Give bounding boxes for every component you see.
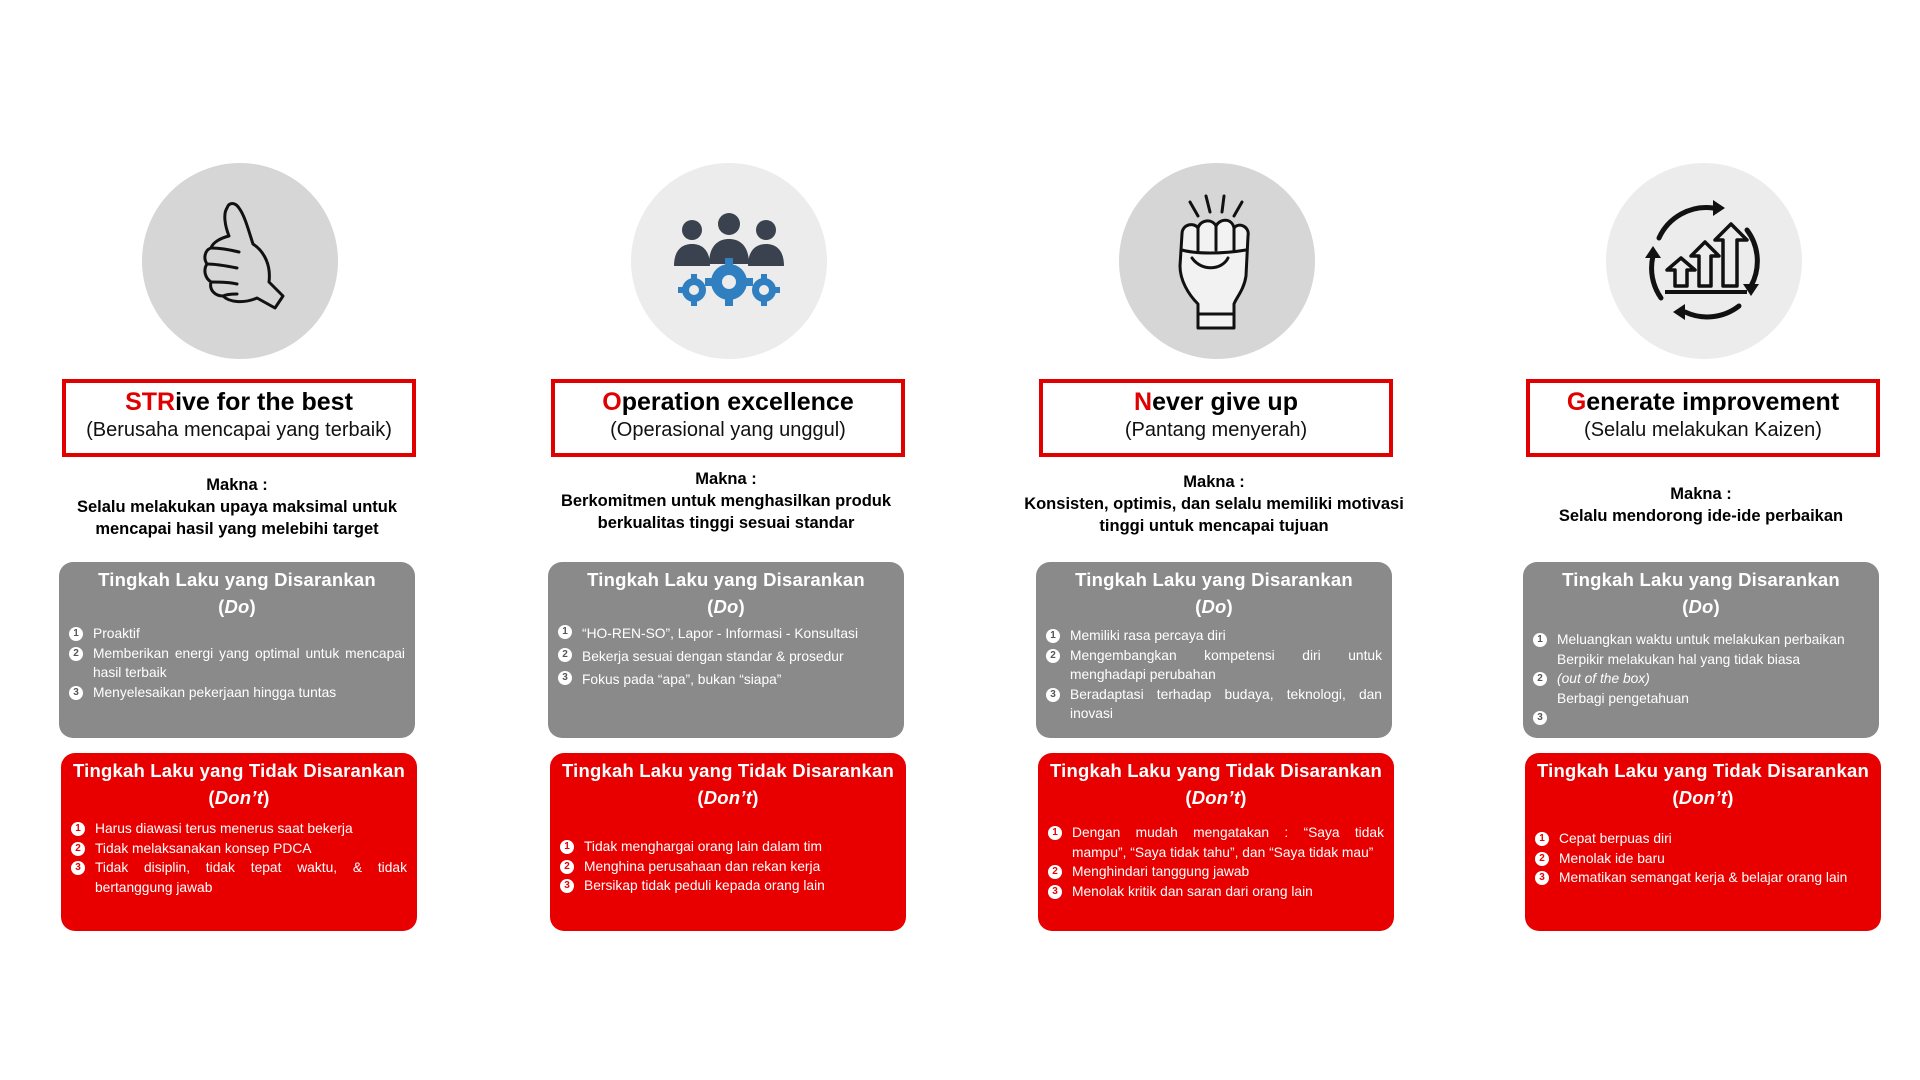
do-list (1046, 626, 1382, 724)
dont-card-title: Tingkah Laku yang Tidak Disarankan (561, 760, 895, 781)
value-title-rest: peration excellence (621, 388, 854, 416)
value-title-initial: N (1134, 388, 1153, 416)
do-card (548, 562, 904, 738)
makna-label: Makna : (695, 470, 757, 488)
do-card-title: Tingkah Laku yang Disarankan (1075, 569, 1353, 590)
dont-card (1038, 753, 1394, 931)
do-card (1523, 562, 1879, 738)
makna-text-line1: Konsisten, optimis, dan selalu memiliki motivasi (1024, 495, 1404, 513)
improvement-cycle-icon-circle (1606, 163, 1802, 359)
list-item: 2 (out of the box) Berbagi pengetahuan (1533, 669, 1869, 708)
value-subtitle: (Pantang menyerah) (1124, 419, 1308, 441)
thumbs-up-icon-circle (142, 163, 338, 359)
dont-card (1525, 753, 1881, 931)
list-item: 1 Dengan mudah mengatakan : “Saya tidak mampu”, “Saya tidak tahu”, dan “Saya tidak mau” (1048, 823, 1384, 862)
value-title-box (1526, 379, 1880, 457)
dont-list (560, 837, 896, 896)
raised-fist-icon-circle (1119, 163, 1315, 359)
list-item: 1 Harus diawasi terus menerus saat bekerja (71, 819, 407, 839)
improvement-cycle-icon (1629, 186, 1779, 336)
value-title (1043, 387, 1389, 417)
makna-text-line2: tinggi untuk mencapai tujuan (1099, 517, 1329, 535)
do-card-subtitle: (Do) (1195, 596, 1233, 617)
makna-block (521, 468, 931, 534)
list-item: 3 Bersikap tidak peduli kepada orang lain (560, 876, 896, 896)
value-title-initial: G (1566, 388, 1587, 416)
do-card (1036, 562, 1392, 738)
value-subtitle: (Berusaha mencapai yang terbaik) (86, 419, 392, 441)
value-column-never-give-up (1024, 0, 1409, 1080)
dont-list (1048, 823, 1384, 901)
dont-list (71, 819, 407, 897)
makna-text-line2: berkualitas tinggi sesuai standar (597, 514, 855, 532)
do-card-subtitle: (Do) (218, 596, 256, 617)
value-title (1530, 387, 1876, 417)
list-item: 3 Fokus pada “apa”, bukan “siapa” (558, 668, 894, 691)
dont-card-title: Tingkah Laku yang Tidak Disarankan (1049, 760, 1383, 781)
do-card-subtitle: (Do) (707, 596, 745, 617)
list-item: 1 Memiliki rasa percaya diri (1046, 626, 1382, 646)
list-item: 1 Meluangkan waktu untuk melakukan perbaikan Berpikir melakukan hal yang tidak biasa (1533, 630, 1869, 669)
dont-card-title: Tingkah Laku yang Tidak Disarankan (1536, 760, 1870, 781)
value-title-box (1039, 379, 1393, 457)
value-title-rest: enerate improvement (1586, 388, 1840, 416)
value-column-strive (62, 0, 432, 1080)
list-item: 1 Proaktif (69, 624, 405, 644)
makna-text-line1: Selalu mendorong ide-ide perbaikan (1558, 507, 1844, 525)
team-gears-icon-circle (631, 163, 827, 359)
value-title-rest: ever give up (1152, 388, 1298, 416)
list-item: 1 Tidak menghargai orang lain dalam tim (560, 837, 896, 857)
team-gears-icon (654, 186, 804, 336)
do-card-title: Tingkah Laku yang Disarankan (98, 569, 376, 590)
value-title (555, 387, 901, 417)
value-title-box (551, 379, 905, 457)
list-item: 2 Mengembangkan kompetensi diri untuk menghadapi perubahan (1046, 646, 1382, 685)
dont-card-subtitle: (Don’t) (1672, 787, 1734, 808)
list-item: 3 Menyelesaikan pekerjaan hingga tuntas (69, 683, 405, 703)
do-list: 1 Meluangkan waktu untuk melakukan perbaikan Berpikir melakukan hal yang tidak biasa 2 (out of the box) Berbagi pengetahuan 3 (1533, 630, 1869, 708)
dont-card-subtitle: (Don’t) (697, 787, 759, 808)
dont-card-subtitle: (Don’t) (208, 787, 270, 808)
do-card-subtitle: (Do) (1682, 596, 1720, 617)
dont-list (1535, 829, 1871, 888)
makna-label: Makna : (206, 476, 268, 494)
value-subtitle: (Selalu melakukan Kaizen) (1584, 419, 1822, 441)
list-item: 3 Mematikan semangat kerja & belajar orang lain (1535, 868, 1871, 888)
value-title (66, 387, 412, 417)
raised-fist-icon (1142, 186, 1292, 336)
do-card-title: Tingkah Laku yang Disarankan (587, 569, 865, 590)
makna-label: Makna : (1183, 473, 1245, 491)
value-title-initial: STR (125, 388, 176, 416)
do-card (59, 562, 415, 738)
list-item: 2 Menolak ide baru (1535, 849, 1871, 869)
dont-card-title: Tingkah Laku yang Tidak Disarankan (72, 760, 406, 781)
list-item: 1 Cepat berpuas diri (1535, 829, 1871, 849)
value-column-generate-improvement (1526, 0, 1896, 1080)
list-item: 2 Menghina perusahaan dan rekan kerja (560, 857, 896, 877)
do-list (558, 622, 894, 691)
value-subtitle: (Operasional yang unggul) (610, 419, 846, 441)
list-item: 2 Bekerja sesuai dengan standar & prosedur (558, 645, 894, 668)
dont-card-subtitle: (Don’t) (1185, 787, 1247, 808)
value-title-rest: ive for the best (175, 388, 353, 416)
list-item: 2 Menghindari tanggung jawab (1048, 862, 1384, 882)
makna-block (1496, 483, 1906, 527)
list-item: 3 Beradaptasi terhadap budaya, teknologi, dan inovasi (1046, 685, 1382, 724)
list-item: 2 Memberikan energi yang optimal untuk mencapai hasil terbaik (69, 644, 405, 683)
list-item: 3 Tidak disiplin, tidak tepat waktu, & tidak bertanggung jawab (71, 858, 407, 897)
makna-block (32, 474, 442, 540)
value-title-initial: O (602, 388, 622, 416)
value-column-operation (551, 0, 921, 1080)
list-item: 2 Tidak melaksanakan konsep PDCA (71, 839, 407, 859)
dont-card (61, 753, 417, 931)
list-item: 1 “HO-REN-SO”, Lapor - Informasi - Konsultasi (558, 622, 894, 645)
makna-text-line1: Berkomitmen untuk menghasilkan produk (560, 492, 892, 510)
dont-card (550, 753, 906, 931)
makna-text-line1: Selalu melakukan upaya maksimal untuk (76, 498, 398, 516)
makna-text-line2: mencapai hasil yang melebihi target (95, 520, 379, 538)
list-item: 3 Menolak kritik dan saran dari orang lain (1048, 882, 1384, 902)
makna-block (1009, 471, 1419, 537)
thumbs-up-icon (165, 186, 315, 336)
makna-label: Makna : (1670, 485, 1732, 503)
do-list (69, 624, 405, 702)
value-title-box (62, 379, 416, 457)
do-card-title: Tingkah Laku yang Disarankan (1562, 569, 1840, 590)
